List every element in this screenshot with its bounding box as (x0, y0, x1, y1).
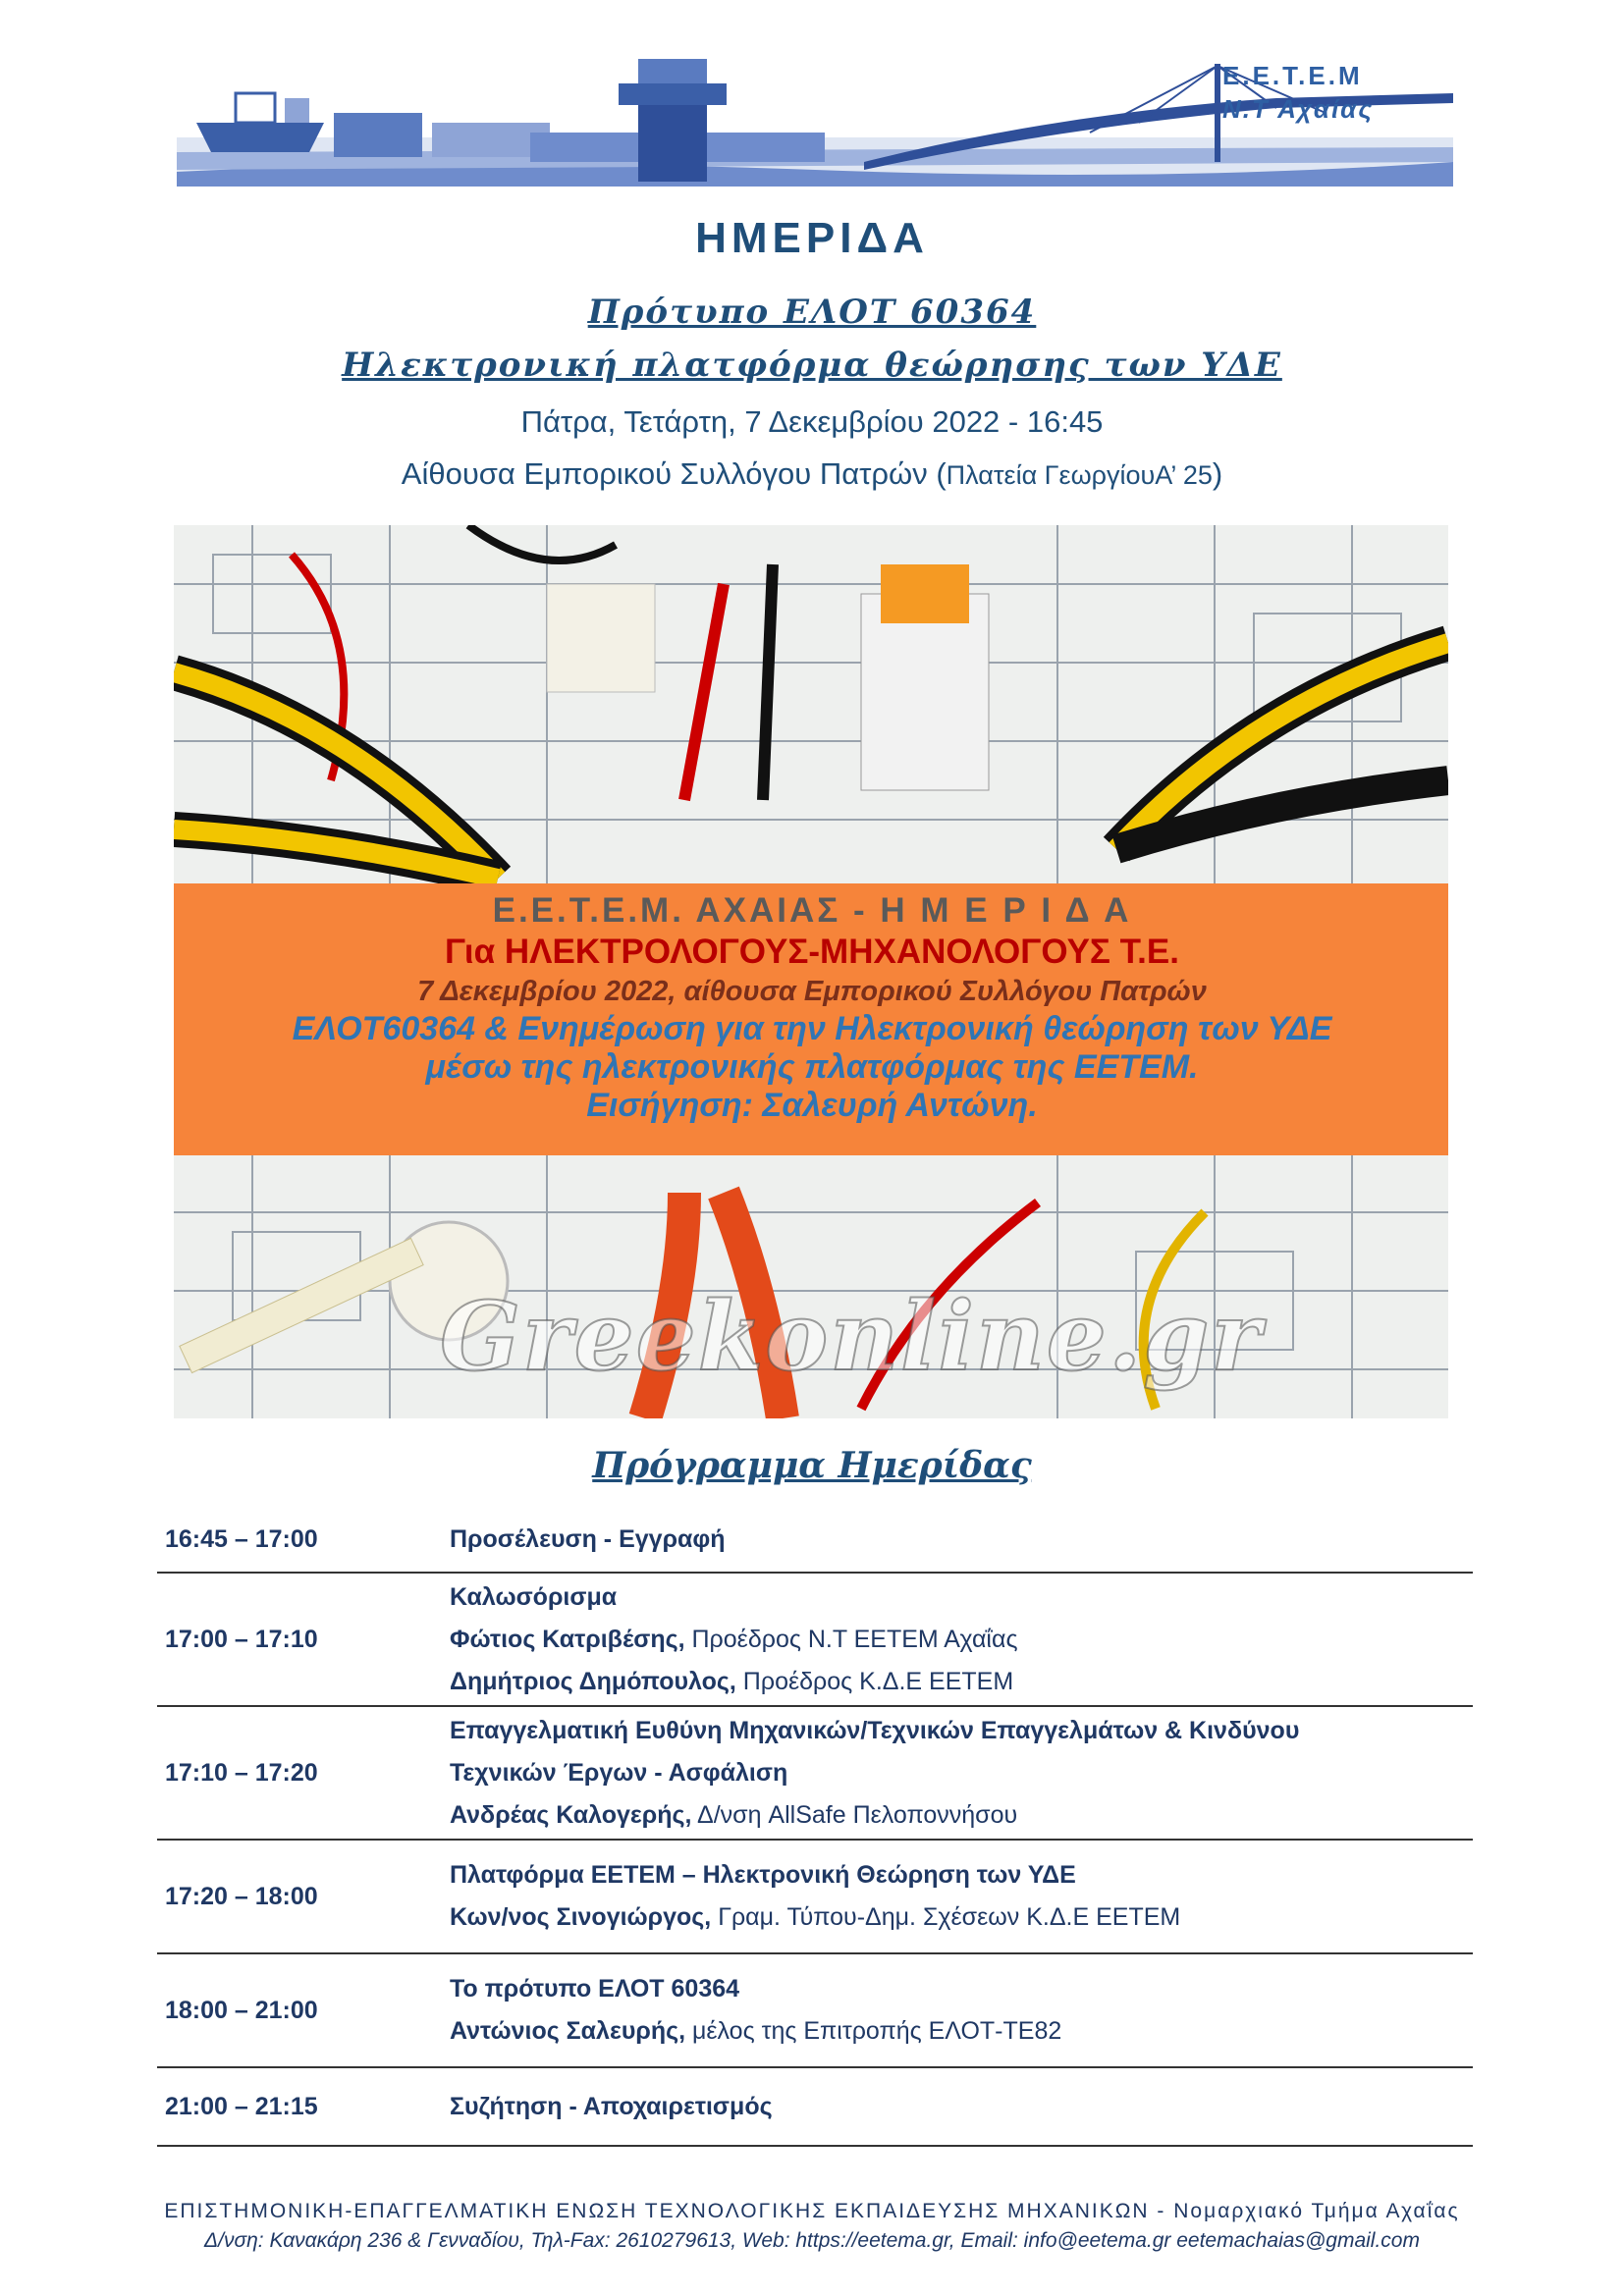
org-name-line2: Ν.Τ Αχαίας (1222, 94, 1375, 124)
schedule-desc-bold: Τεχνικών Έργων - Ασφάλιση (450, 1758, 788, 1787)
schedule-desc (450, 2086, 1473, 2128)
schedule-desc (450, 1968, 1473, 2053)
event-date-time: Πάτρα, Τετάρτη, 7 Δεκεμβρίου 2022 - 16:45 (520, 404, 1104, 439)
table-row (157, 1574, 1473, 1707)
schedule-desc-bold: Φώτιος Κατριβέσης, (450, 1625, 685, 1653)
poster-line-topic: ΕΛΟΤ60364 & Ενημέρωση για την Ηλεκτρονική θεώρηση των ΥΔΕ (292, 1010, 1332, 1047)
poster-line-date: 7 Δεκεμβρίου 2022, αίθουσα Εμπορικού Συλλόγου Πατρών (417, 976, 1207, 1007)
schedule-desc-text: Δ/νση AllSafe Πελοποννήσου (691, 1800, 1018, 1829)
schedule-desc (450, 1710, 1473, 1837)
schedule-desc-text: Προέδρος Ν.Τ ΕΕΤΕΜ Αχαΐας (684, 1625, 1018, 1653)
schedule-desc-text: Γραμ. Τύπου-Δημ. Σχέσεων Κ.Δ.Ε ΕΕΤΕΜ (711, 1903, 1181, 1931)
table-row (157, 1707, 1473, 1841)
event-venue (0, 456, 1624, 492)
schedule-desc (450, 1519, 1473, 1561)
schedule-desc-bold: Προσέλευση - Εγγραφή (450, 1524, 726, 1553)
footer-contact: Δ/νση: Κανακάρη 236 & Γενναδίου, Τηλ-Fax: 2610279613, Web: https://eetema.gr, Email: info@eetema.gr eetemachaias@gmail.com (204, 2229, 1420, 2252)
schedule-desc-bold: Δημήτριος Δημόπουλος, (450, 1667, 736, 1695)
schedule-time: 21:00 – 21:15 (165, 2092, 318, 2120)
poster-line-audience: Για ΗΛΕΚΤΡΟΛΟΓΟΥΣ-ΜΗΧΑΝΟΛΟΓΟΥΣ Τ.Ε. (445, 933, 1179, 971)
table-row (157, 1841, 1473, 1954)
poster-line-platform: μέσω της ηλεκτρονικής πλατφόρμας της ΕΕΤΕΜ. (425, 1048, 1199, 1086)
footer-org-name: ΕΠΙΣΤΗΜΟΝΙΚΗ-ΕΠΑΓΓΕΛΜΑΤΙΚΗ ΕΝΩΣΗ ΤΕΧΝΟΛΟΓΙΚΗΣ ΕΚΠΑΙΔΕΥΣΗΣ ΜΗΧΑΝΙΚΩΝ - Νομαρχιακό Τμήμα Αχαΐας (164, 2200, 1460, 2222)
org-name (1222, 59, 1374, 126)
table-row (157, 1954, 1473, 2068)
org-name-line1: Ε.Ε.Τ.Ε.Μ (1222, 61, 1363, 90)
schedule-desc-bold: Κων/νος Σινογιώργος, (450, 1903, 712, 1931)
schedule-time: 16:45 – 17:00 (165, 1524, 318, 1553)
schedule-time: 17:20 – 18:00 (165, 1882, 318, 1910)
poster-banner (174, 883, 1448, 1155)
schedule-table (157, 1507, 1473, 2147)
poster-watermark: Greekonline.gr (440, 1281, 1263, 1392)
venue-address: Πλατεία ΓεωργίουΑ’ 25 (946, 460, 1213, 490)
schedule-desc-bold: Επαγγελματική Ευθύνη Μηχανικών/Τεχνικών Επαγγελμάτων & Κινδύνου (450, 1716, 1300, 1744)
schedule-desc-bold: Το πρότυπο ΕΛΟΤ 60364 (450, 1975, 740, 2002)
schedule-time: 18:00 – 21:00 (165, 1996, 318, 2024)
schedule-desc (450, 1854, 1473, 1939)
subtitle-platform: Ηλεκτρονική πλατφόρμα θεώρησης των ΥΔΕ (342, 346, 1282, 385)
program-title: Πρόγραμμα Ημερίδας (592, 1445, 1032, 1486)
schedule-desc-bold: Καλωσόρισμα (450, 1582, 618, 1611)
schedule-desc-text: Προέδρος Κ.Δ.Ε ΕΕΤΕΜ (735, 1667, 1014, 1695)
page-title: ΗΜΕΡΙΔΑ (695, 214, 929, 262)
schedule-desc-bold: Συζήτηση - Αποχαιρετισμός (450, 2092, 773, 2120)
venue-close-paren: ) (1212, 456, 1223, 491)
footer (0, 2197, 1624, 2256)
poster-line-speaker: Εισήγηση: Σαλευρή Αντώνη. (586, 1087, 1038, 1124)
table-row (157, 2068, 1473, 2147)
schedule-desc-bold: Ανδρέας Καλογερής, (450, 1800, 692, 1829)
schedule-desc-text: μέλος της Επιτροπής ΕΛΟΤ-ΤΕ82 (685, 2017, 1062, 2045)
subtitle-standard: Πρότυπο ΕΛΟΤ 60364 (587, 293, 1037, 332)
schedule-desc-bold: Πλατφόρμα ΕΕΤΕΜ – Ηλεκτρονική Θεώρηση των ΥΔΕ (450, 1861, 1076, 1889)
schedule-time: 17:10 – 17:20 (165, 1758, 318, 1787)
event-poster-image (174, 525, 1448, 1418)
table-row (157, 1507, 1473, 1574)
venue-name: Αίθουσα Εμπορικού Συλλόγου Πατρών ( (401, 456, 947, 491)
schedule-desc (450, 1576, 1473, 1703)
schedule-time: 17:00 – 17:10 (165, 1625, 318, 1653)
poster-line-org: Ε.Ε.Τ.Ε.Μ. ΑΧΑΙΑΣ - Η Μ Ε Ρ Ι Δ Α (492, 891, 1132, 930)
schedule-desc-bold: Αντώνιος Σαλευρής, (450, 2017, 686, 2045)
